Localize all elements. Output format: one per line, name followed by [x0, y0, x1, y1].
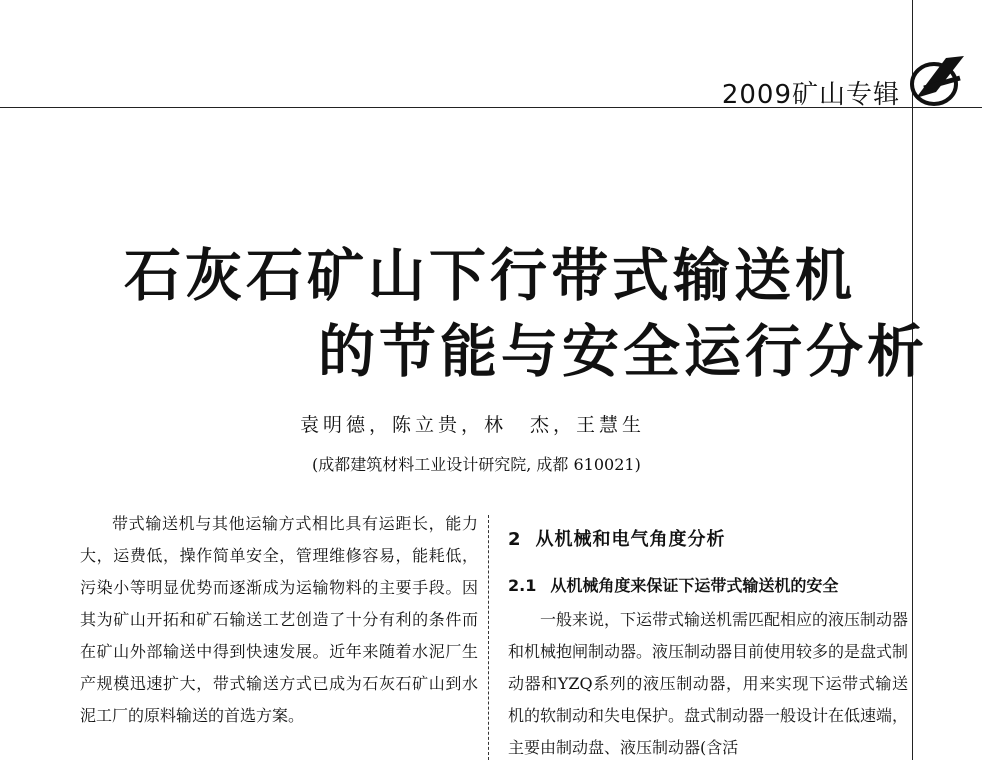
running-header: 2009矿山专辑: [721, 80, 900, 110]
author-list: 袁明德，陈立贵，林 杰，王慧生: [300, 414, 646, 436]
subsection-heading: [508, 570, 908, 602]
intro-paragraph: 带式输送机与其他运输方式相比具有运距长，能力大，运费低，操作简单安全，管理维修容易，能耗低，污染小等明显优势而逐渐成为运输物料的主要手段。因其为矿山开拓和矿石输送工艺创造了十分有利的条件而在矿山外部输送中得到快速发展。近年来随着水泥厂生产规模迅速扩大，带式输送方式已成为石灰石矿山到水泥工厂的原料输送的首选方案。: [80, 514, 478, 725]
article-title-line-2: 的节能与安全运行分析: [318, 318, 928, 385]
body-paragraph: 一般来说，下运带式输送机需匹配相应的液压制动器和机械抱闸制动器。液压制动器目前使用较多的是盘式制动器和YZQ系列的液压制动器，用来实现下运带式输送机的软制动和失电保护。盘式制动器一般设计在低速端，主要由制动盘、液压制动器(含活: [508, 610, 909, 757]
affiliation: (成都建筑材料工业设计研究院, 成都 610021): [312, 455, 641, 474]
section-title: 从机械和电气角度分析: [535, 529, 726, 550]
column-divider: [488, 515, 489, 760]
subsection-title: 从机械角度来保证下运带式输送机的安全: [550, 576, 839, 595]
left-column: [80, 508, 478, 732]
right-column: [508, 524, 908, 764]
section-heading: [508, 524, 908, 556]
section-number: 2: [508, 529, 522, 550]
article-title-line-1: 石灰石矿山下行带式输送机: [124, 242, 856, 309]
journal-logo-icon: [906, 48, 970, 112]
subsection-number: 2.1: [508, 576, 537, 595]
